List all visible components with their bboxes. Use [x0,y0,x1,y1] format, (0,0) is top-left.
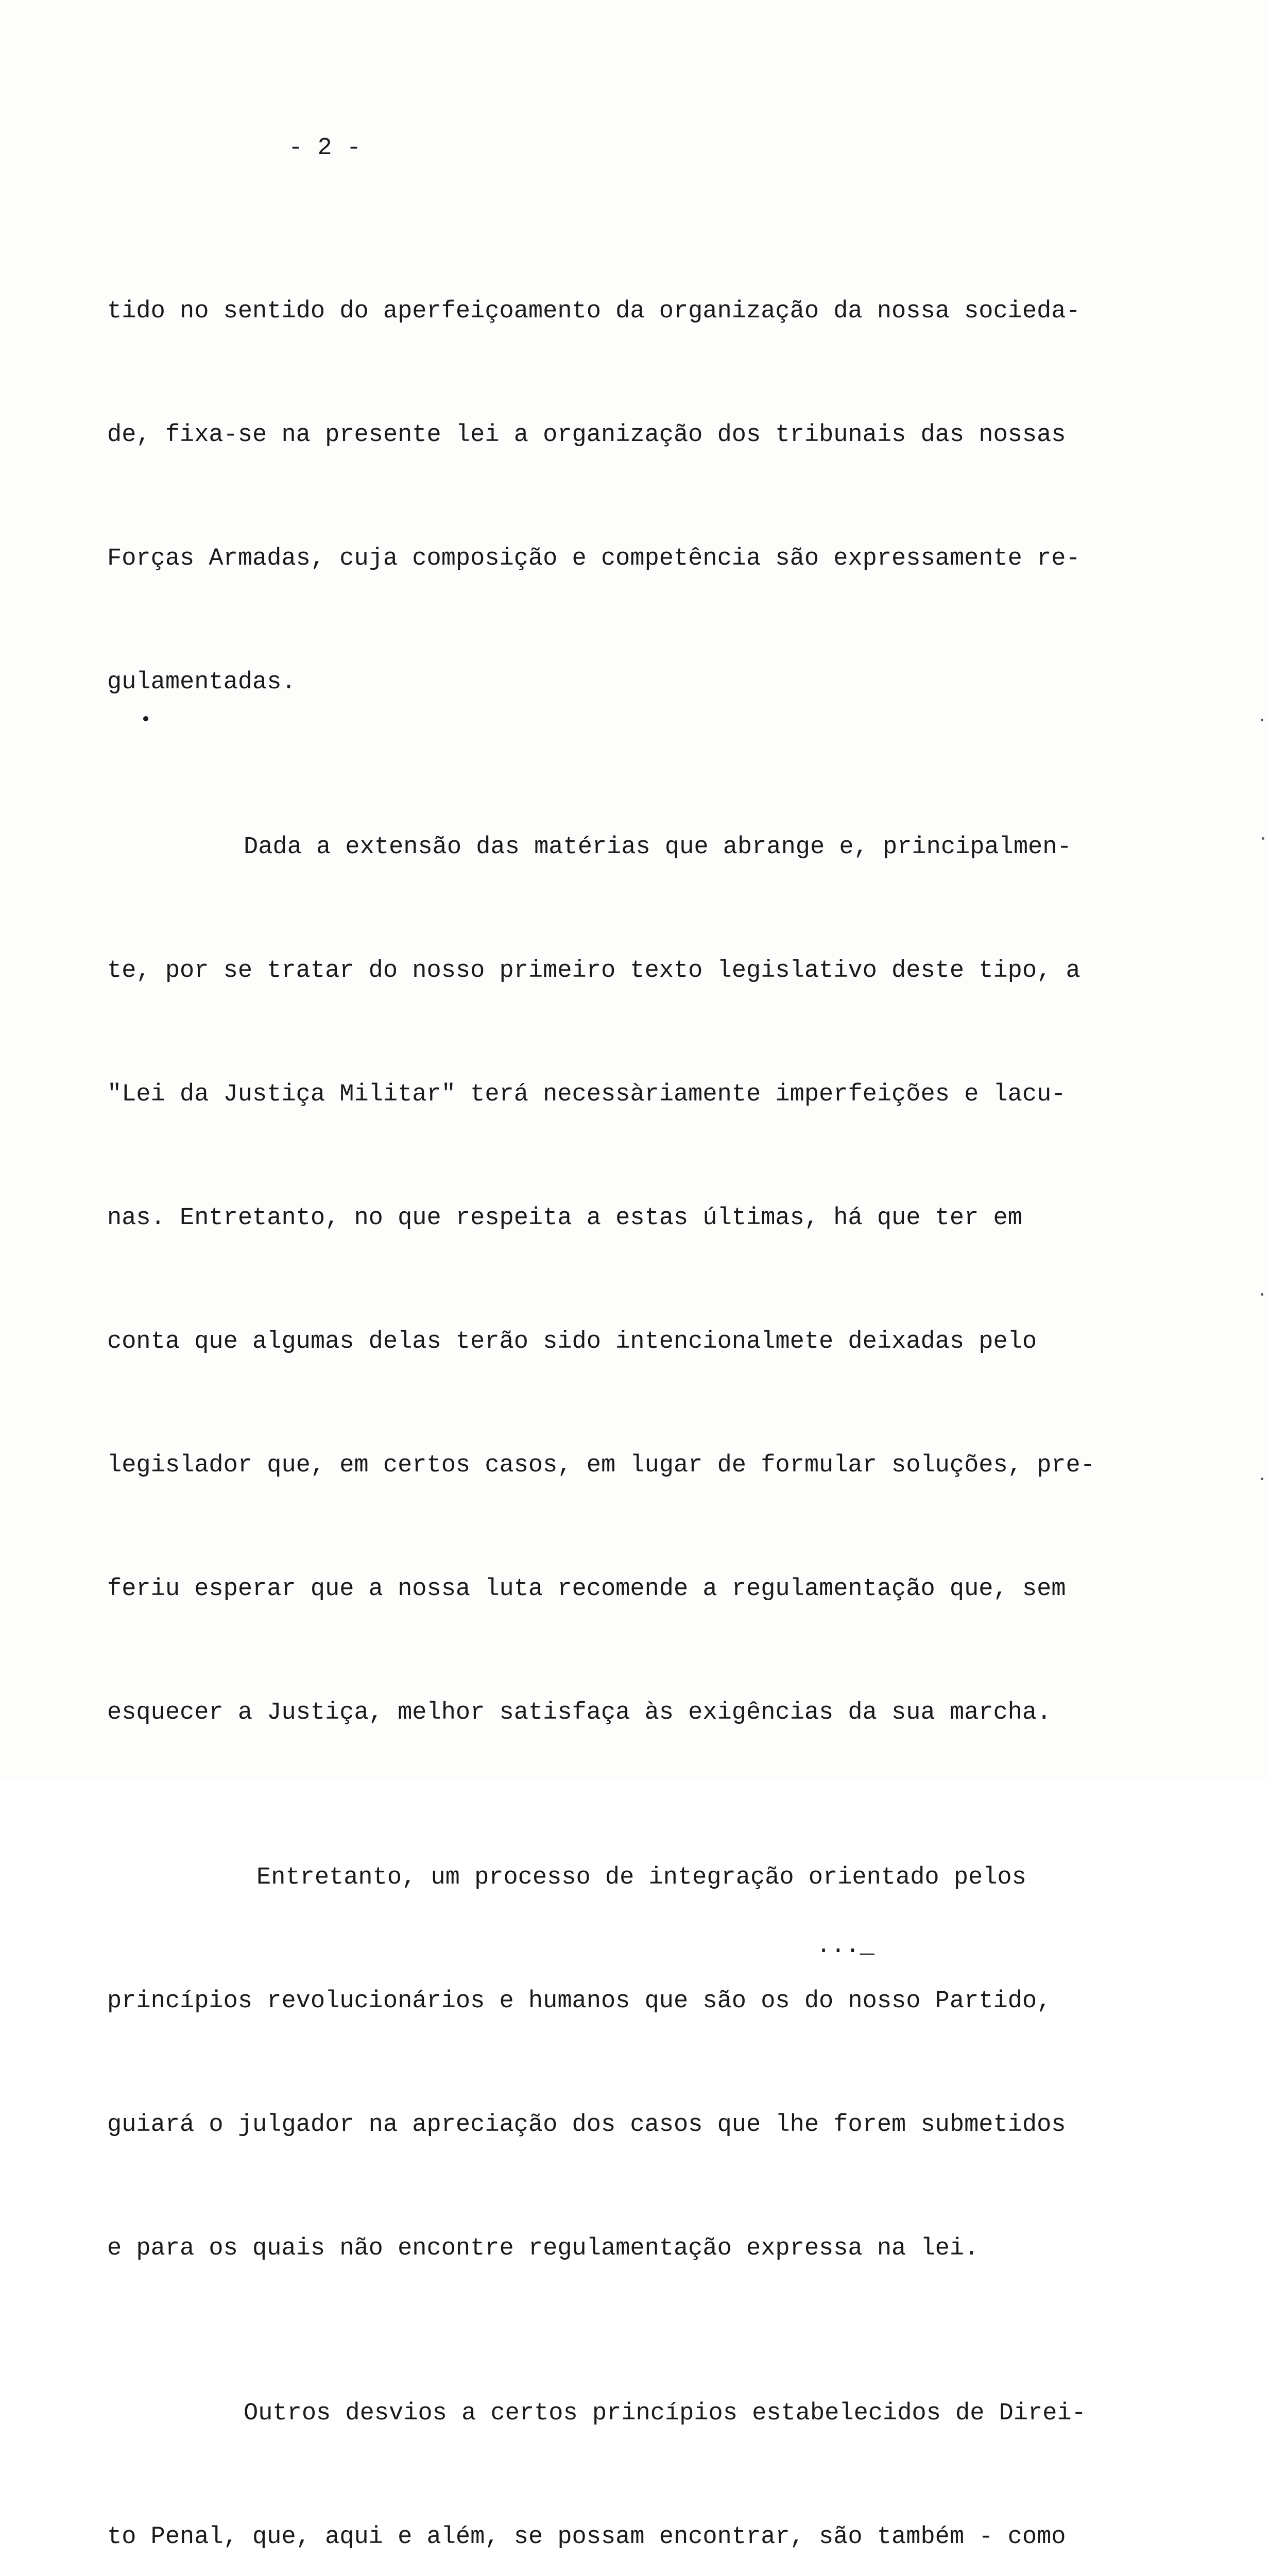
text-line: feriu esperar que a nossa luta recomende a regulamentação que, sem [107,1575,1066,1603]
page-number: - 2 - [288,134,362,162]
scan-speck [1261,1293,1263,1296]
text-line: legislador que, em certos casos, em lugar de formular soluções, pre- [107,1452,1095,1479]
continuation-mark: ..._ [816,1933,874,1960]
text-line: nas. Entretanto, no que respeita a estas últimas, há que ter em [107,1205,1022,1232]
text-line: esquecer a Justiça, melhor satisfaça às exigências da sua marcha. [107,1699,1052,1726]
text-line: princípios revolucionários e humanos que são os do nosso Partido, [107,1988,1052,2015]
scan-speck [1261,719,1263,721]
text-line: te, por se tratar do nosso primeiro texto legislativo deste tipo, a [107,957,1081,985]
text-line: conta que algumas delas terão sido intencionalmete deixadas pelo [107,1328,1037,1355]
text-line: to Penal, que, aqui e além, se possam encontrar, são também - como [107,2523,1066,2551]
text-line: tido no sentido do aperfeiçoamento da organização da nossa socieda- [107,298,1081,325]
text-line: e para os quais não encontre regulamentação expressa na lei. [107,2235,979,2262]
scan-speck [1261,1478,1263,1480]
text-line: gulamentadas. [107,669,296,696]
text-line: Entretanto, um processo de integração orientado pelos [256,1864,1026,1891]
text-line: Dada a extensão das matérias que abrange e, principalmen- [244,834,1072,861]
text-line: guiará o julgador na apreciação dos casos que lhe forem submetidos [107,2111,1066,2139]
text-line: Forças Armadas, cuja composição e competência são expressamente re- [107,545,1081,572]
text-line: "Lei da Justiça Militar" terá necessàriamente imperfeições e lacu- [107,1081,1066,1108]
text-line: de, fixa-se na presente lei a organização dos tribunais das nossas [107,421,1066,449]
document-body [107,209,1137,2576]
text-line: Outros desvios a certos princípios estabelecidos de Direi- [244,2400,1086,2427]
margin-bullet-mark [143,716,148,721]
scan-speck [1262,837,1264,840]
